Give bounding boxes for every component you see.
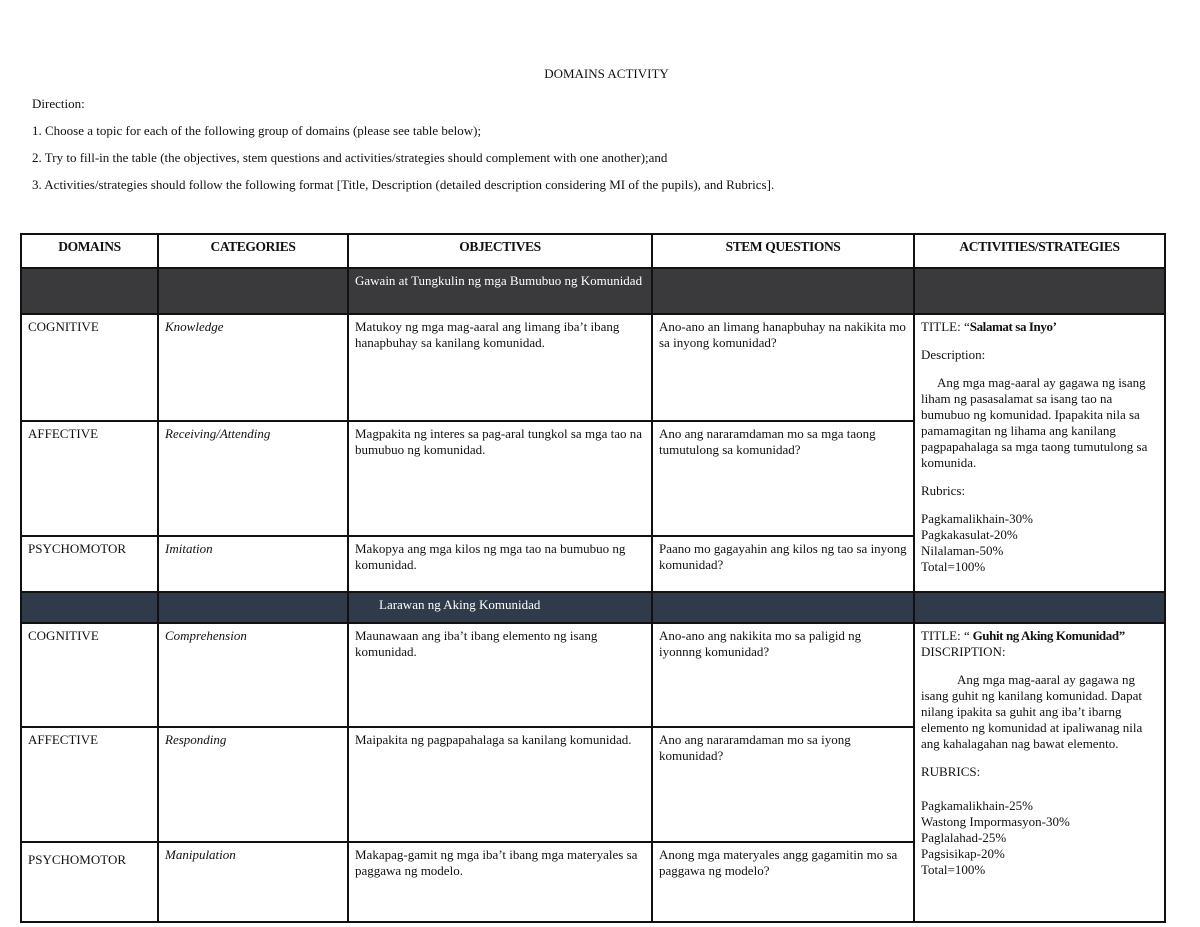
question-cell: Ano ang nararamdaman mo sa iyong komunidad? xyxy=(652,727,914,842)
question-cell: Anong mga materyales angg gagamitin mo sa paggawa ng modelo? xyxy=(652,842,914,922)
col-header-objectives: OBJECTIVES xyxy=(348,234,652,268)
activity-description: Ang mga mag-aaral ay gagawa ng isang guhit ng kanilang komunidad. Dapat nilang ipakita sa guhit ang iba’t ibarng elemento ng komunidad at ipaliwanag nila ang kahalagahan nag bawat elemento. xyxy=(921,671,1143,751)
domain-cell: PSYCHOMOTOR xyxy=(21,842,158,922)
question-cell: Paano mo gagayahin ang kilos ng tao sa inyong komunidad? xyxy=(652,536,914,592)
instruction-2: 2. Try to fill-in the table (the objectives, stem questions and activities/strategies should complement with one another);and xyxy=(32,150,668,165)
topic-empty-cell xyxy=(158,592,348,622)
rubric-item: Paglalahad-25% xyxy=(921,829,1007,845)
topic-row xyxy=(21,268,1165,314)
rubric-item: Total=100% xyxy=(921,861,986,877)
topic-empty-cell xyxy=(21,592,158,622)
activity-cell xyxy=(914,314,1165,592)
activity-description: Ang mga mag-aaral ay gagawa ng isang liham ng pasasalamat sa isang tao na bumubuo ng komunidad. Ipapakita nila sa pamamagitan ng lihama ang kanilang pagpapahalaga sa mga taong tumutulong sa komunida. xyxy=(921,375,1148,471)
document-title: DOMAINS ACTIVITY xyxy=(544,66,669,81)
activity-title-label: TITLE: “ xyxy=(921,627,970,643)
activity-title xyxy=(921,628,1158,644)
question-cell: Ano-ano ang nakikita mo sa paligid ng iyonnng komunidad? xyxy=(652,623,914,727)
topic-empty-cell xyxy=(652,592,914,622)
topic-title: Gawain at Tungkulin ng mga Bumubuo ng Komunidad xyxy=(348,268,652,314)
rubric-item: Nilalaman-50% xyxy=(921,543,1004,559)
col-header-stem-questions: STEM QUESTIONS xyxy=(652,234,914,268)
objective-cell: Maipakita ng pagpapahalaga sa kanilang komunidad. xyxy=(348,727,652,842)
objective-cell: Makapag-gamit ng mga iba’t ibang mga materyales sa paggawa ng modelo. xyxy=(348,842,652,922)
topic-empty-cell xyxy=(652,268,914,314)
category-cell: Comprehension xyxy=(158,623,348,727)
topic-empty-cell xyxy=(158,268,348,314)
activity-title-value: Salamat sa Inyo’ xyxy=(969,319,1057,335)
domains-table xyxy=(20,233,1166,923)
topic-row xyxy=(21,592,1165,622)
instruction-3: 3. Activities/strategies should follow the following format [Title, Description (detailed description considering MI of the pupils), and Rubrics]. xyxy=(32,177,775,192)
col-header-domains: DOMAINS xyxy=(21,234,158,268)
domain-cell: AFFECTIVE xyxy=(21,727,158,842)
table-row xyxy=(21,314,1165,421)
table-row xyxy=(21,623,1165,727)
rubric-item: Total=100% xyxy=(921,559,986,575)
col-header-categories: CATEGORIES xyxy=(158,234,348,268)
table-header-row xyxy=(21,234,1165,268)
direction-label: Direction: xyxy=(32,96,85,111)
activity-title-value: Guhit ng Aking Komunidad” xyxy=(969,627,1125,643)
objective-cell: Magpakita ng interes sa pag-aral tungkol sa mga tao na bumubuo ng komunidad. xyxy=(348,421,652,536)
category-cell: Knowledge xyxy=(158,314,348,421)
activity-cell xyxy=(914,623,1165,922)
objective-cell: Matukoy ng mga mag-aaral ang limang iba’t ibang hanapbuhay sa kanilang komunidad. xyxy=(348,314,652,421)
objective-cell: Makopya ang mga kilos ng mga tao na bumubuo ng komunidad. xyxy=(348,536,652,592)
domain-cell: COGNITIVE xyxy=(21,314,158,421)
rubric-item: Wastong Impormasyon-30% xyxy=(921,813,1070,829)
topic-empty-cell xyxy=(914,268,1165,314)
category-cell: Responding xyxy=(158,727,348,842)
rubric-item: Pagkamalikhain-30% xyxy=(921,511,1033,527)
topic-empty-cell xyxy=(21,268,158,314)
category-cell: Receiving/Attending xyxy=(158,421,348,536)
rubric-item: Pagkamalikhain-25% xyxy=(921,797,1033,813)
rubric-item: Pagkakasulat-20% xyxy=(921,527,1018,543)
activity-description-label: DISCRIPTION: xyxy=(921,643,1006,659)
rubrics-list xyxy=(921,798,1158,878)
category-cell: Manipulation xyxy=(158,842,348,922)
objective-cell: Maunawaan ang iba’t ibang elemento ng isang komunidad. xyxy=(348,623,652,727)
activity-rubrics-label: Rubrics: xyxy=(921,483,966,499)
topic-empty-cell xyxy=(914,592,1165,622)
col-header-activities: ACTIVITIES/STRATEGIES xyxy=(914,234,1165,268)
question-cell: Ano-ano an limang hanapbuhay na nakikita mo sa inyong komunidad? xyxy=(652,314,914,421)
instruction-1: 1. Choose a topic for each of the following group of domains (please see table below); xyxy=(32,123,482,138)
rubrics-list xyxy=(921,511,1158,575)
category-cell: Imitation xyxy=(158,536,348,592)
rubric-item: Pagsisikap-20% xyxy=(921,845,1005,861)
activity-description-label: Description: xyxy=(921,347,986,363)
domain-cell: AFFECTIVE xyxy=(21,421,158,536)
topic-title: Larawan ng Aking Komunidad xyxy=(348,592,652,622)
activity-title xyxy=(921,319,1158,335)
domain-cell: PSYCHOMOTOR xyxy=(21,536,158,592)
activity-title-label: TITLE: “ xyxy=(921,319,970,335)
question-cell: Ano ang nararamdaman mo sa mga taong tumutulong sa komunidad? xyxy=(652,421,914,536)
domain-cell: COGNITIVE xyxy=(21,623,158,727)
activity-rubrics-label: RUBRICS: xyxy=(921,763,981,779)
